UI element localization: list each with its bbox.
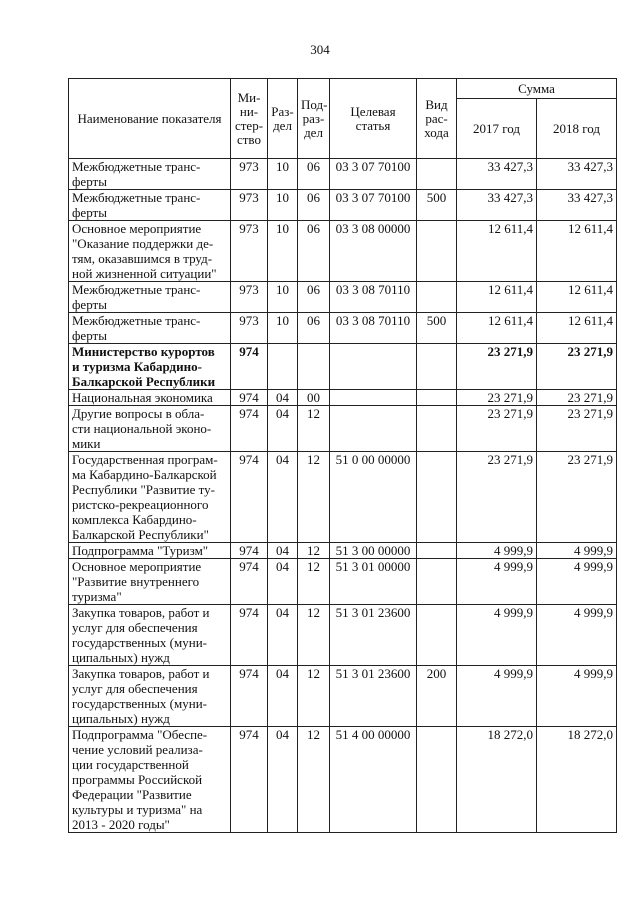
header-year-2017: 2017 год [457,99,537,159]
cell-sum-2018: 23 271,9 [537,344,617,390]
cell-sum-2017: 23 271,9 [457,452,537,543]
cell-ministry: 973 [231,190,268,221]
header-ministry [231,79,268,159]
header-section [268,79,298,159]
cell-sum-2017: 23 271,9 [457,406,537,452]
header-name: Наименование показателя [69,79,231,159]
cell-expense-type [417,559,457,605]
cell-expense-type [417,282,457,313]
cell-subsection: 06 [298,190,330,221]
cell-subsection: 06 [298,282,330,313]
cell-sum-2018: 4 999,9 [537,559,617,605]
cell-subsection [298,344,330,390]
cell-sum-2018: 23 271,9 [537,406,617,452]
cell-sum-2017: 4 999,9 [457,559,537,605]
cell-ministry: 974 [231,727,268,833]
cell-name: Основное мероприятие "Оказание поддержки де- тям, оказавшимся в труд- ной жизненной ситуации" [69,221,231,282]
cell-ministry: 973 [231,282,268,313]
cell-ministry: 973 [231,159,268,190]
table-row [69,727,617,833]
cell-sum-2018: 33 427,3 [537,190,617,221]
cell-sum-2017: 4 999,9 [457,666,537,727]
cell-name: Государственная програм- ма Кабардино-Балкарской Республики "Развитие ту- ристско-рекреационного комплекса Кабардино- Балкарской Республики" [69,452,231,543]
cell-sum-2018: 4 999,9 [537,666,617,727]
table-row [69,344,617,390]
cell-subsection: 12 [298,666,330,727]
cell-target-article: 51 4 00 00000 [330,727,417,833]
cell-name: Министерство курортов и туризма Кабардино- Балкарской Республики [69,344,231,390]
cell-target-article: 03 3 07 70100 [330,159,417,190]
header-subsection-text: Под- раз- дел [301,96,328,140]
cell-expense-type [417,727,457,833]
cell-sum-2017: 23 271,9 [457,344,537,390]
cell-sum-2018: 12 611,4 [537,221,617,282]
cell-name: Основное мероприятие "Развитие внутреннего туризма" [69,559,231,605]
cell-name: Межбюджетные транс- ферты [69,190,231,221]
cell-expense-type [417,390,457,406]
cell-sum-2018: 4 999,9 [537,605,617,666]
cell-expense-type [417,221,457,282]
cell-section: 04 [268,605,298,666]
budget-table [68,78,617,833]
cell-target-article: 51 3 01 23600 [330,666,417,727]
cell-subsection: 06 [298,313,330,344]
header-year-2018: 2018 год [537,99,617,159]
cell-subsection: 12 [298,452,330,543]
cell-sum-2017: 12 611,4 [457,221,537,282]
cell-section: 04 [268,452,298,543]
cell-subsection: 06 [298,221,330,282]
cell-expense-type [417,406,457,452]
cell-section: 10 [268,282,298,313]
cell-expense-type: 500 [417,190,457,221]
cell-name: Другие вопросы в обла- сти национальной эконо- мики [69,406,231,452]
cell-subsection: 06 [298,159,330,190]
cell-target-article: 03 3 08 70110 [330,282,417,313]
table-row [69,190,617,221]
cell-sum-2017: 4 999,9 [457,605,537,666]
cell-section: 10 [268,313,298,344]
cell-ministry: 974 [231,390,268,406]
cell-name: Межбюджетные транс- ферты [69,282,231,313]
cell-expense-type: 500 [417,313,457,344]
cell-expense-type [417,543,457,559]
header-subsection [298,79,330,159]
header-ministry-text: Ми- ни- стер- ство [234,89,264,147]
cell-section: 10 [268,221,298,282]
cell-section: 04 [268,406,298,452]
cell-sum-2017: 18 272,0 [457,727,537,833]
table-row [69,559,617,605]
cell-section: 04 [268,390,298,406]
cell-sum-2018: 23 271,9 [537,452,617,543]
cell-name: Подпрограмма "Туризм" [69,543,231,559]
cell-ministry: 974 [231,605,268,666]
cell-expense-type [417,344,457,390]
table-row [69,452,617,543]
cell-target-article: 51 3 00 00000 [330,543,417,559]
cell-target-article [330,406,417,452]
header-expense-type [417,79,457,159]
table-row [69,390,617,406]
cell-subsection: 12 [298,406,330,452]
cell-sum-2018: 12 611,4 [537,282,617,313]
cell-target-article: 03 3 08 70110 [330,313,417,344]
cell-name: Закупка товаров, работ и услуг для обеспечения государственных (муни- ципальных) нужд [69,666,231,727]
table-row [69,406,617,452]
cell-subsection: 00 [298,390,330,406]
cell-subsection: 12 [298,605,330,666]
cell-section: 04 [268,559,298,605]
cell-target-article: 51 3 01 00000 [330,559,417,605]
cell-target-article [330,344,417,390]
header-target-article: Целевая статья [330,79,417,159]
table-row [69,543,617,559]
cell-expense-type [417,452,457,543]
table-row [69,159,617,190]
cell-expense-type: 200 [417,666,457,727]
cell-ministry: 974 [231,452,268,543]
cell-sum-2018: 4 999,9 [537,543,617,559]
table-row [69,605,617,666]
page-number: 304 [310,42,330,57]
cell-sum-2018: 33 427,3 [537,159,617,190]
cell-sum-2017: 23 271,9 [457,390,537,406]
cell-section [268,344,298,390]
cell-name: Национальная экономика [69,390,231,406]
header-expense-type-text: Вид рас- хода [424,96,449,140]
cell-section: 04 [268,727,298,833]
cell-name: Подпрограмма "Обеспе- чение условий реализа- ции государственной программы Российской Федерации "Развитие культуры и туризма" на 2013 - 2020 годы" [69,727,231,833]
cell-expense-type [417,605,457,666]
header-sum: Сумма [457,79,617,99]
table-row [69,313,617,344]
cell-sum-2018: 12 611,4 [537,313,617,344]
cell-sum-2018: 18 272,0 [537,727,617,833]
cell-name: Закупка товаров, работ и услуг для обеспечения государственных (муни- ципальных) нужд [69,605,231,666]
cell-sum-2017: 4 999,9 [457,543,537,559]
cell-sum-2017: 33 427,3 [457,159,537,190]
header-section-text: Раз- дел [271,103,294,133]
cell-sum-2018: 23 271,9 [537,390,617,406]
cell-target-article: 03 3 08 00000 [330,221,417,282]
cell-subsection: 12 [298,727,330,833]
table-row [69,666,617,727]
cell-section: 04 [268,666,298,727]
cell-section: 04 [268,543,298,559]
table-row [69,282,617,313]
cell-ministry: 974 [231,559,268,605]
cell-name: Межбюджетные транс- ферты [69,159,231,190]
cell-ministry: 974 [231,406,268,452]
table-body [69,159,617,833]
cell-section: 10 [268,190,298,221]
cell-ministry: 973 [231,313,268,344]
cell-target-article: 51 3 01 23600 [330,605,417,666]
cell-ministry: 973 [231,221,268,282]
cell-subsection: 12 [298,559,330,605]
cell-target-article: 51 0 00 00000 [330,452,417,543]
cell-ministry: 974 [231,666,268,727]
cell-expense-type [417,159,457,190]
cell-sum-2017: 12 611,4 [457,313,537,344]
cell-ministry: 974 [231,543,268,559]
cell-section: 10 [268,159,298,190]
cell-target-article: 03 3 07 70100 [330,190,417,221]
cell-sum-2017: 33 427,3 [457,190,537,221]
table-row [69,221,617,282]
cell-sum-2017: 12 611,4 [457,282,537,313]
cell-target-article [330,390,417,406]
cell-name: Межбюджетные транс- ферты [69,313,231,344]
cell-ministry: 974 [231,344,268,390]
cell-subsection: 12 [298,543,330,559]
